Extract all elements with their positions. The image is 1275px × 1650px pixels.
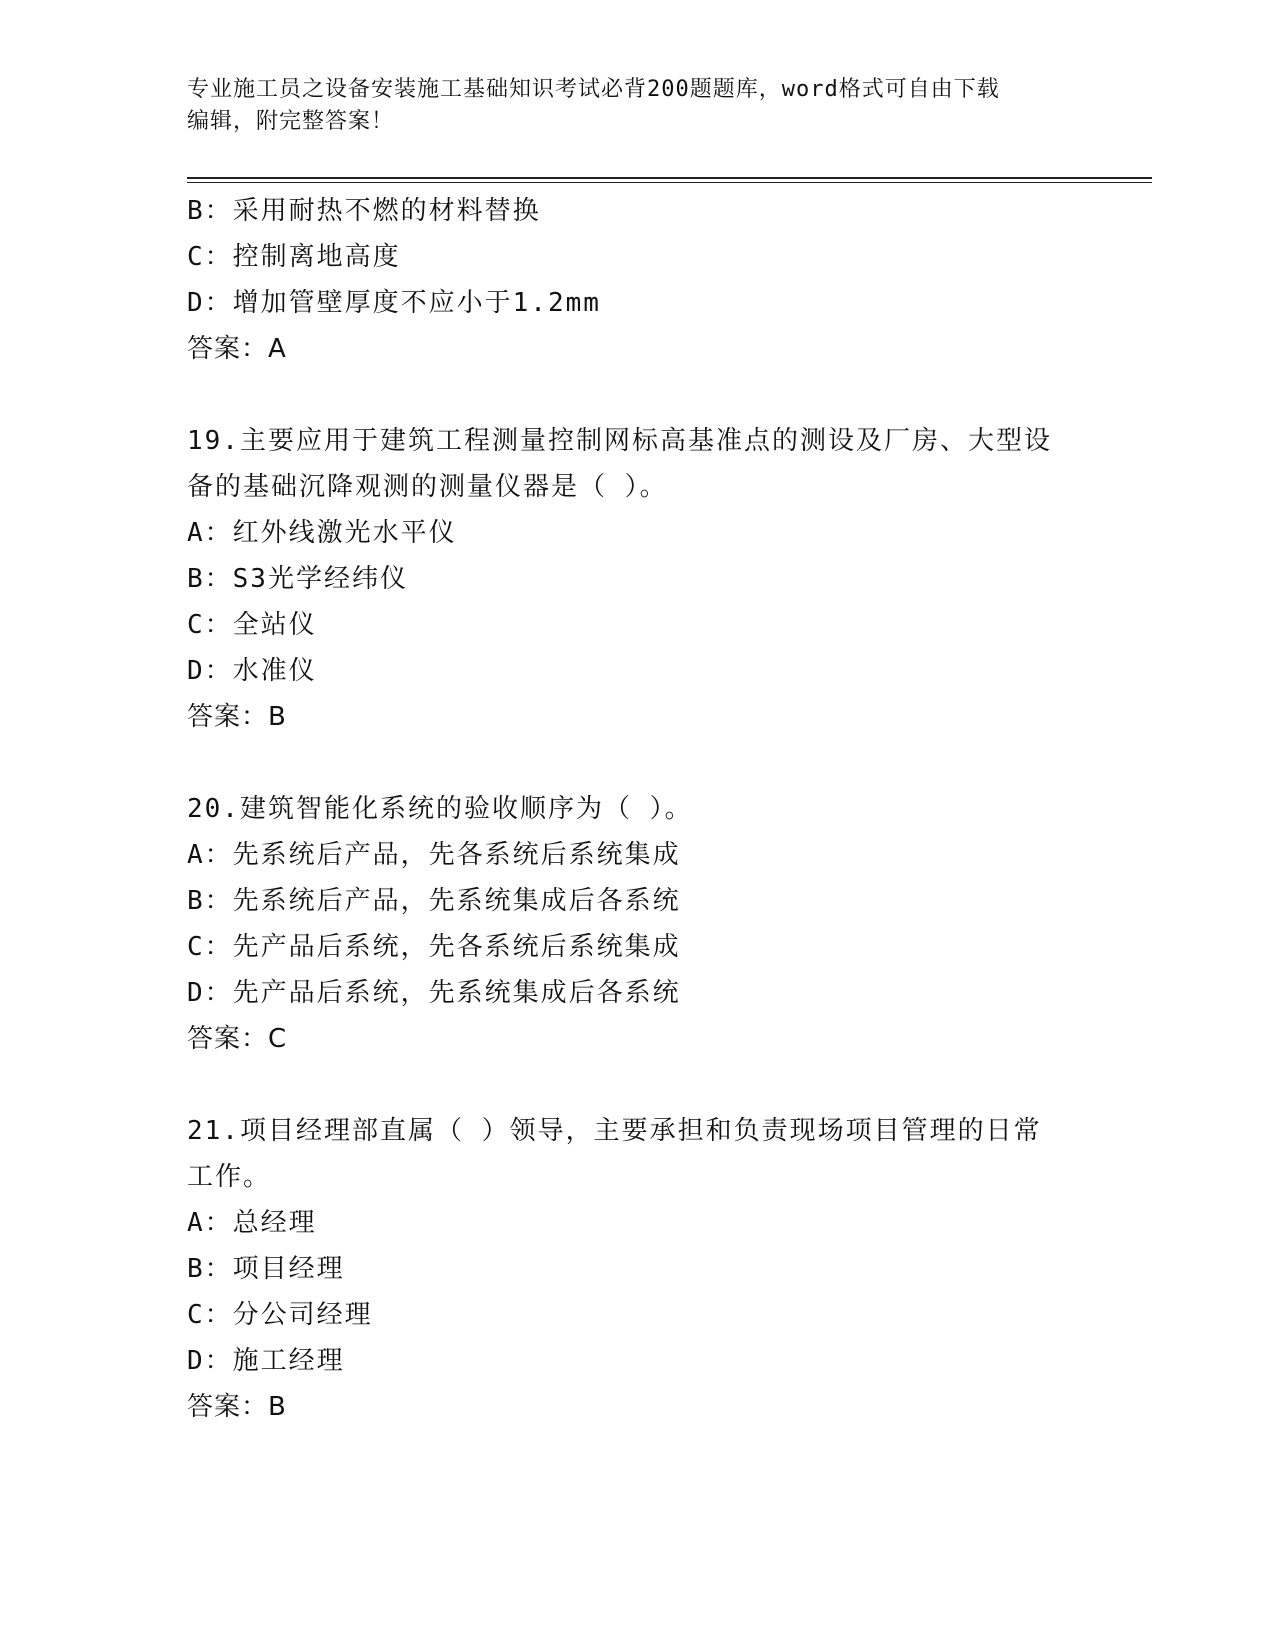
option-c: C：控制离地高度 [187,242,401,272]
option-a: A：总经理 [187,1208,317,1238]
question-stem-line: 工作。 [187,1162,272,1192]
question-20 [187,786,1087,1062]
spacer [187,740,1087,786]
question-stem-line: 21.项目经理部直属（ ）领导，主要承担和负责现场项目管理的日常 [187,1116,1042,1146]
spacer [187,372,1087,418]
header-title-line-1: 专业施工员之设备安装施工基础知识考试必背200题题库，word格式可自由下载 [187,77,1000,102]
question-continued [187,188,1087,372]
header-title-line-2: 编辑，附完整答案！ [187,109,395,134]
answer-line: 答案：A [187,334,287,364]
answer-line: 答案：B [187,1392,287,1422]
answer-line: 答案：C [187,1024,288,1054]
header-divider-thick [187,177,1152,179]
spacer [187,1062,1087,1108]
question-19 [187,418,1087,740]
option-a: A：红外线激光水平仪 [187,518,457,548]
option-a: A：先系统后产品，先各系统后系统集成 [187,840,681,870]
option-b: B：采用耐热不燃的材料替换 [187,196,541,226]
option-b: B：S3光学经纬仪 [187,564,408,594]
document-header [187,74,1087,138]
question-stem-line: 19.主要应用于建筑工程测量控制网标高基准点的测设及厂房、大型设 [187,426,1052,456]
question-list [187,188,1087,1430]
option-c: C：全站仪 [187,610,317,640]
option-c: C：分公司经理 [187,1300,373,1330]
option-d: D：水准仪 [187,656,317,686]
question-stem-line: 20.建筑智能化系统的验收顺序为（ ）。 [187,794,693,824]
option-d: D：先产品后系统，先系统集成后各系统 [187,978,681,1008]
option-b: B：项目经理 [187,1254,345,1284]
option-d: D：施工经理 [187,1346,345,1376]
option-c: C：先产品后系统，先各系统后系统集成 [187,932,681,962]
question-stem-line: 备的基础沉降观测的测量仪器是（ ）。 [187,472,668,502]
option-b: B：先系统后产品，先系统集成后各系统 [187,886,681,916]
option-d: D：增加管壁厚度不应小于1.2mm [187,288,601,318]
header-divider-thin [187,182,1152,183]
question-21 [187,1108,1087,1430]
answer-line: 答案：B [187,702,287,732]
